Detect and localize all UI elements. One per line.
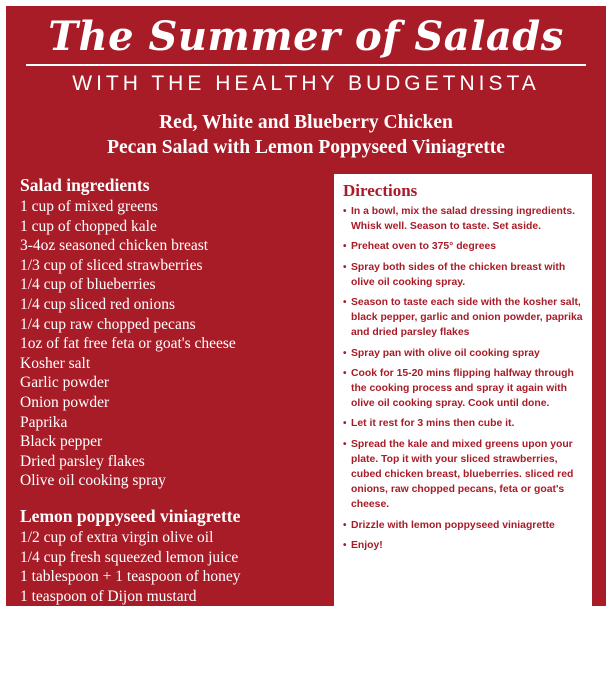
recipe-title-line-1: Red, White and Blueberry Chicken (159, 112, 453, 133)
list-item: Paprika (20, 413, 68, 431)
list-item: 1/4 cup raw chopped pecans (20, 315, 196, 333)
directions-panel (334, 174, 592, 665)
recipe-card (6, 6, 606, 688)
list-item: 3-4oz seasoned chicken breast (20, 237, 209, 255)
list-item: 1/4 cup fresh squeezed lemon juice (20, 548, 239, 566)
list-item: 1oz of fat free feta or goat's cheese (20, 335, 236, 353)
list-item: 1/3 cup of sliced strawberries (20, 256, 203, 274)
website-url: www.fitandfinallyfree.com (368, 665, 590, 688)
list-item: Black pepper (20, 433, 103, 451)
list-item: Onion powder (20, 393, 110, 411)
vinaigrette-list (20, 528, 320, 665)
list-item: Olive oil cooking spray (20, 472, 166, 490)
list-item: 1 cup of chopped kale (20, 217, 157, 235)
list-item: 1/4 cup sliced red onions (20, 295, 175, 313)
list-item: Garlic powder (20, 374, 110, 392)
list-item: • Spread the kale and mixed greens upon your plate. Top it with your sliced strawberries, cubed chicken breast, blueberries. sliced red onions, raw chopped pecans, feta or goat's cheese. (343, 437, 583, 513)
list-item: 1/2 cup of extra virgin olive oil (20, 528, 214, 546)
list-item: • Spray pan with olive oil cooking spray (343, 346, 583, 361)
section-spacer (20, 491, 320, 505)
list-item: 1 teaspoon of minced garlic (20, 607, 193, 625)
list-item: 1 tablespoon + 1 teaspoon of honey (20, 568, 241, 586)
list-item: Dried parsley flakes (20, 452, 145, 470)
recipe-title (6, 110, 606, 160)
header (6, 6, 606, 160)
content-columns (6, 160, 606, 665)
footer (6, 665, 606, 688)
ingredients-heading: Salad ingredients (20, 175, 150, 195)
list-item: • Cook for 15-20 mins flipping halfway through the cooking process and spray it again with olive oil cooking spray. Cook until done. (343, 366, 583, 412)
subtitle: WITH THE HEALTHY BUDGETNISTA (72, 72, 540, 95)
list-item: • Spray both sides of the chicken breast with olive oil cooking spray. (343, 260, 583, 290)
list-item: 1/4 cup of blueberries (20, 276, 156, 294)
recipe-title-line-2: Pecan Salad with Lemon Poppyseed Viniagrette (107, 137, 505, 158)
list-item: • Let it rest for 3 mins then cube it. (343, 416, 583, 431)
list-item: • In a bowl, mix the salad dressing ingredients. Whisk well. Season to taste. Set aside. (343, 204, 583, 234)
title-divider (26, 64, 586, 66)
list-item: • Preheat oven to 375° degrees (343, 239, 583, 254)
list-item: Salt and pepper to taste (20, 646, 165, 664)
ingredients-list (20, 197, 320, 491)
vinaigrette-heading: Lemon poppyseed viniagrette (20, 505, 241, 526)
list-item: • Enjoy! (343, 538, 583, 553)
list-item: 1 teaspoon of Dijon mustard (20, 587, 197, 605)
list-item: • Season to taste each side with the kosher salt, black pepper, garlic and onion powder, paprika and dried parsley flakes (343, 295, 583, 341)
list-item: 1 cup of mixed greens (20, 198, 158, 215)
ingredients-column (20, 174, 320, 665)
directions-heading: Directions (343, 181, 418, 200)
list-item: Kosher salt (20, 354, 91, 372)
page-title: The Summer of Salads (48, 13, 564, 60)
directions-list (343, 204, 583, 553)
list-item: 1 teaspoon of Poppy seeds (20, 626, 185, 644)
list-item: • Drizzle with lemon poppyseed viniagrette (343, 518, 583, 533)
